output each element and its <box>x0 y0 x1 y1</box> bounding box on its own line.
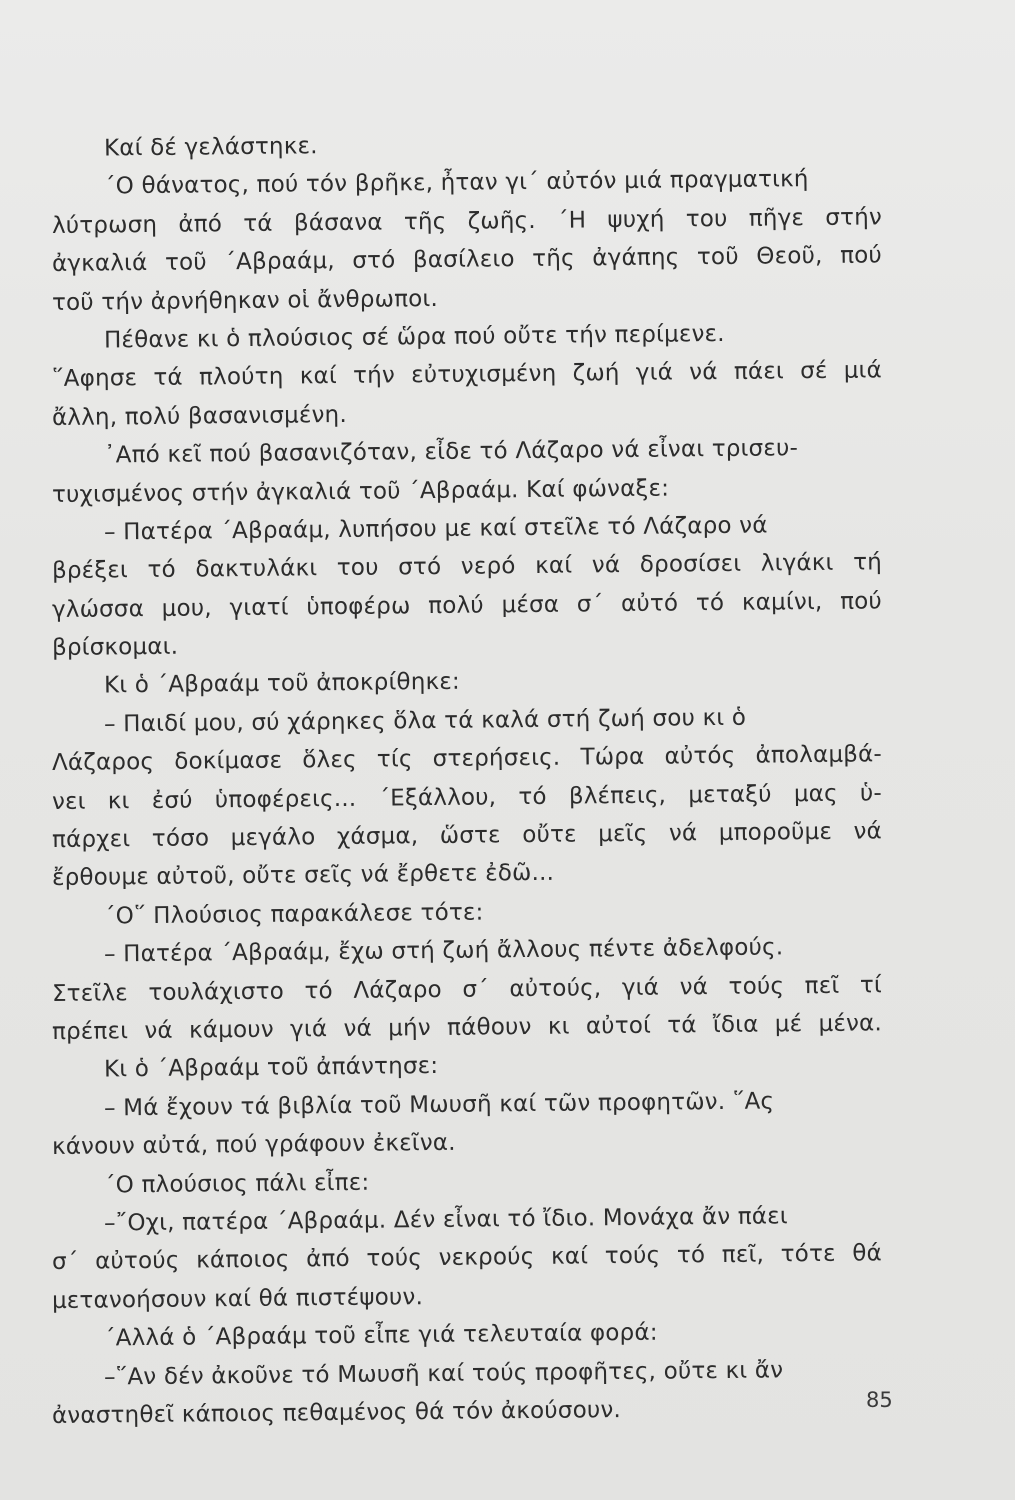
text-line: Στεῖλε τουλάχιστο τό Λάζαρο σ΄ αὐτούς, γιά νά τούς πεῖ τί <box>51 971 883 1007</box>
text-line: γλώσσα μου, γιατί ὑποφέρω πολύ μέσα σ΄ αὐτό τό καμίνι, πού <box>51 587 883 623</box>
text-line: ΄Ο῞ Πλούσιος παρακάλεσε τότε: <box>103 899 484 930</box>
body-text <box>52 130 882 1435</box>
text-line: πάρχει τόσο μεγάλο χάσμα, ὥστε οὔτε μεῖς νά μποροῦμε νά <box>51 818 883 854</box>
text-line: βρίσκομαι. <box>51 633 179 662</box>
text-line: –῞Αν δέν ἀκοῦνε τό Μωυσῆ καί τούς προφῆτες, οὔτε κι ἄν <box>103 1356 784 1390</box>
text-line: ᾽Από κεῖ πού βασανιζόταν, εἶδε τό Λάζαρο νά εἶναι τρισευ- <box>103 435 799 469</box>
text-line: Καί δέ γελάστηκε. <box>103 133 318 162</box>
text-line: ΄Ο θάνατος, πού τόν βρῆκε, ἦταν γι΄ αὐτόν μιά πραγματική <box>103 166 809 200</box>
text-line: βρέξει τό δακτυλάκι του στό νερό καί νά δροσίσει λιγάκι τή <box>51 549 883 585</box>
text-line: ἔρθουμε αὐτοῦ, οὔτε σεῖς νά ἔρθετε ἐδῶ... <box>51 860 555 892</box>
text-line: ἀγκαλιά τοῦ ΄Αβραάμ, στό βασίλειο τῆς ἀγάπης τοῦ Θεοῦ, πού <box>51 242 883 278</box>
text-line: πρέπει νά κάμουν γιά νά μήν πάθουν κι αὐτοί τά ἴδια μέ μένα. <box>51 1010 883 1045</box>
text-line: τυχισμένος στήν ἀγκαλιά τοῦ ΄Αβραάμ. Καί φώναξε: <box>51 475 670 508</box>
text-line: κάνουν αὐτά, πού γράφουν ἐκεῖνα. <box>51 1129 456 1161</box>
text-line: Κι ὁ ΄Αβραάμ τοῦ ἀπάντησε: <box>103 1053 439 1083</box>
text-line: – Μά ἔχουν τά βιβλία τοῦ Μωυσῆ καί τῶν προφητῶν. ῞Ας <box>103 1088 775 1122</box>
text-line: Λάζαρος δοκίμασε ὅλες τίς στερήσεις. Τώρα αὐτός ἀπολαμβά- <box>51 741 883 777</box>
text-line: ΄Ο πλούσιος πάλι εἶπε: <box>103 1169 370 1199</box>
text-line: – Παιδί μου, σύ χάρηκες ὅλα τά καλά στή ζωή σου κι ὁ <box>103 704 747 738</box>
text-line: Πέθανε κι ὁ πλούσιος σέ ὥρα πού οὔτε τήν περίμενε. <box>103 320 725 354</box>
text-line: ῞Αφησε τά πλούτη καί τήν εὐτυχισμένη ζωή γιά νά πάει σέ μιά <box>51 357 883 393</box>
text-line: μετανοήσουν καί θά πιστέψουν. <box>51 1283 424 1314</box>
text-line: – Πατέρα ΄Αβραάμ, λυπήσου με καί στεῖλε τό Λάζαρο νά <box>103 512 768 546</box>
text-line: ΄Αλλά ὁ ΄Αβραάμ τοῦ εἶπε γιά τελευταία φορά: <box>103 1319 658 1352</box>
text-line: Κι ὁ ΄Αβραάμ τοῦ ἀποκρίθηκε: <box>103 669 461 699</box>
text-line: λύτρωση ἀπό τά βάσανα τῆς ζωῆς. ΄Η ψυχή του πῆγε στήν <box>51 204 883 239</box>
text-line: – Πατέρα ΄Αβραάμ, ἔχω στή ζωή ἄλλους πέντε ἀδελφούς. <box>103 934 784 968</box>
text-line: ἀναστηθεῖ κάποιος πεθαμένος θά τόν ἀκούσουν. <box>51 1396 622 1429</box>
page-number: 85 <box>866 1388 893 1412</box>
text-line: σ΄ αὐτούς κάποιος ἀπό τούς νεκρούς καί τούς τό πεῖ, τότε θά <box>51 1240 883 1276</box>
text-line: ἄλλη, πολύ βασανισμένη. <box>51 401 348 431</box>
text-line: τοῦ τήν ἀρνήθηκαν οἱ ἄνθρωποι. <box>51 285 439 316</box>
text-line: –῎Οχι, πατέρα ΄Αβραάμ. Δέν εἶναι τό ἴδιο. Μονάχα ἄν πάει <box>103 1203 788 1237</box>
text-line: νει κι ἐσύ ὑποφέρεις... ΄Εξάλλου, τό βλέπεις, μεταξύ μας ὑ- <box>51 779 883 815</box>
